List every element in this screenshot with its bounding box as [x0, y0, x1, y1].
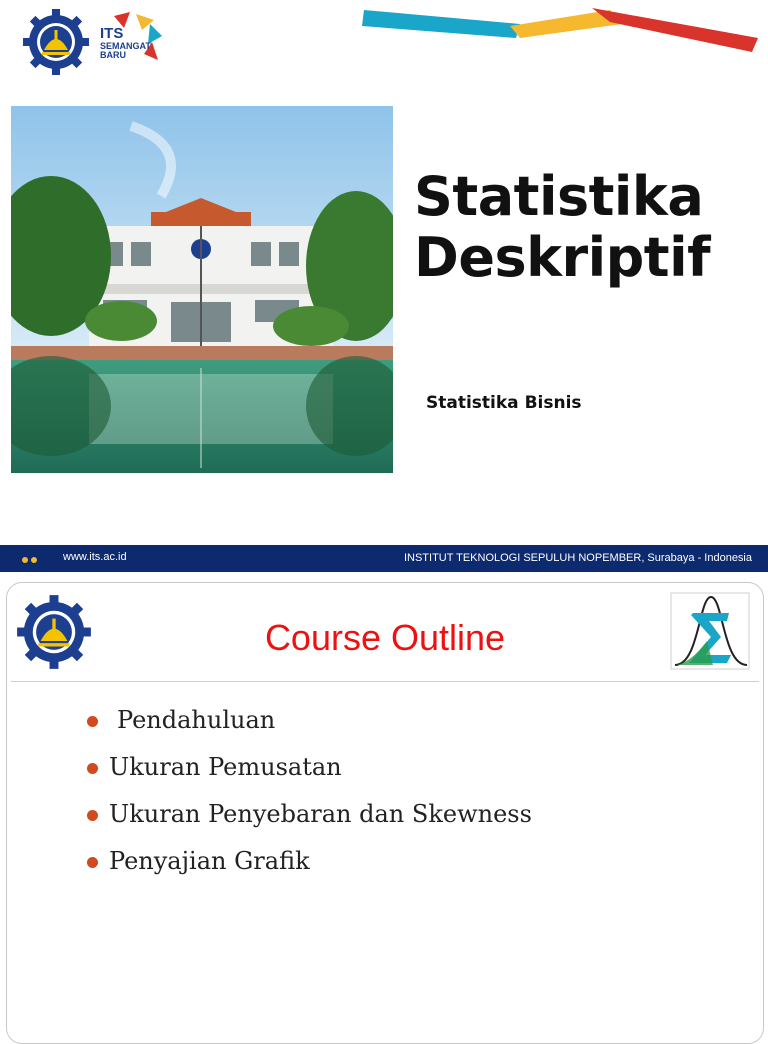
decorative-ribbon: [360, 4, 760, 56]
campus-building-photo: [11, 106, 393, 473]
list-item: Ukuran Penyebaran dan Skewness: [87, 797, 532, 844]
list-item: Ukuran Pemusatan: [87, 750, 532, 797]
sigma-statistics-logo-icon: [669, 591, 751, 671]
footer-url: www.its.ac.id: [63, 551, 127, 563]
logo-line-3: BARU: [100, 50, 126, 60]
footer-dots-icon: [22, 554, 40, 566]
slide-footer: [0, 545, 768, 572]
title-line-2: Deskriptif: [414, 226, 711, 289]
outline-list: [87, 703, 532, 891]
its-logo-text: [100, 26, 164, 60]
presentation-subtitle: Statistika Bisnis: [426, 393, 582, 413]
slide-title: Course Outline: [264, 617, 506, 658]
course-outline-slide: [6, 582, 764, 1044]
logo-line-1: ITS: [100, 25, 124, 42]
list-item: Penyajian Grafik: [87, 844, 532, 891]
list-item: Pendahuluan: [87, 703, 532, 750]
footer-institution: INSTITUT TEKNOLOGI SEPULUH NOPEMBER, Surabaya - Indonesia: [403, 552, 752, 564]
presentation-title: [414, 166, 754, 288]
its-seal-icon: [22, 8, 90, 76]
title-line-1: Statistika: [414, 165, 704, 228]
title-divider: [11, 681, 759, 682]
logo-line-2: SEMANGAT: [100, 41, 151, 51]
